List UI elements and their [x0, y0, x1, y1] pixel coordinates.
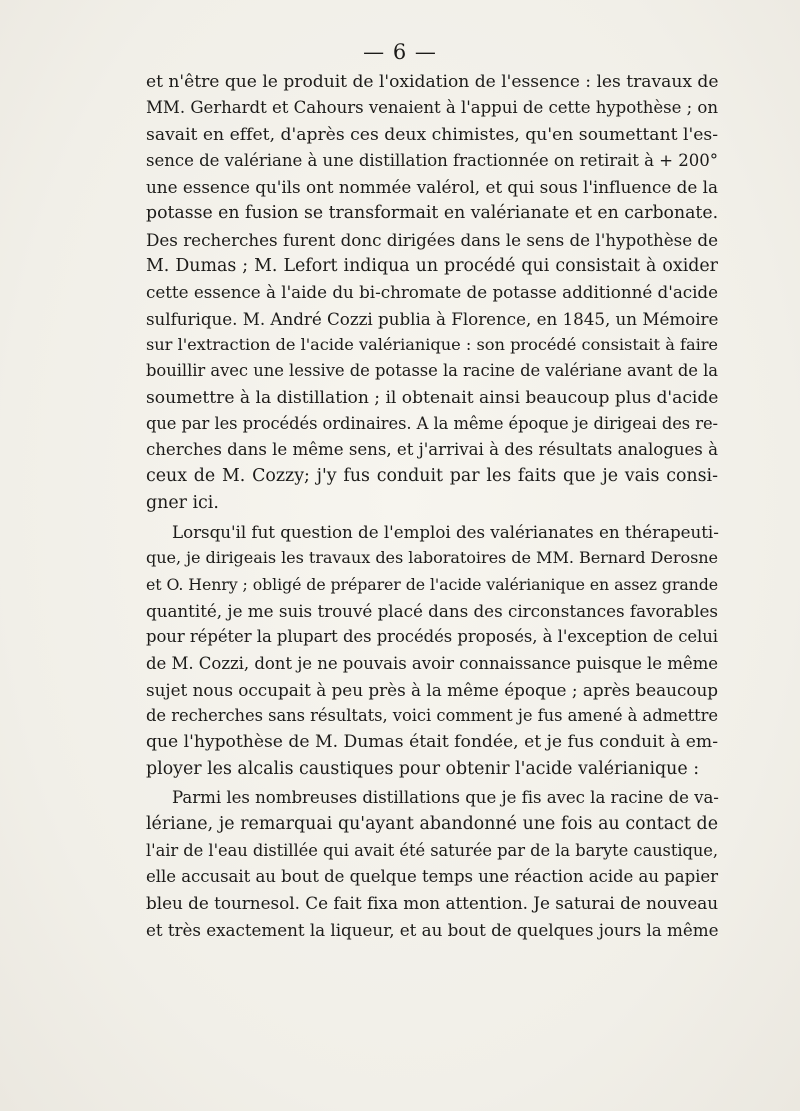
text-line: gner ici.	[146, 492, 219, 513]
paragraph-2	[146, 519, 718, 782]
text-line: bleu de tournesol. Ce fait fixa mon attention. Je saturai de nouveau	[146, 893, 718, 914]
text-line: potasse en fusion se transformait en valérianate et en carbonate.	[146, 203, 719, 224]
text-line: pour répéter la plupart des procédés proposés, à l'exception de celui	[146, 627, 718, 647]
text-line: que, je dirigeais les travaux des laboratoires de MM. Bernard Derosne	[146, 548, 718, 568]
body-text	[146, 69, 718, 943]
text-line: savait en effet, d'après ces deux chimistes, qu'en soumettant l'es-	[146, 124, 718, 145]
text-line: sujet nous occupait à peu près à la même époque ; après beaucoup	[146, 679, 718, 700]
text-line: ceux de M. Cozzy; j'y fus conduit par les faits que je vais consi-	[146, 466, 718, 487]
page-number: — 6 —	[363, 40, 437, 64]
text-line: et très exactement la liqueur, et au bout de quelques jours la même	[146, 919, 719, 940]
text-line: Parmi les nombreuses distillations que je fis avec la racine de va-	[172, 788, 719, 808]
text-line: Lorsqu'il fut question de l'emploi des valérianates en thérapeuti-	[172, 522, 719, 543]
text-line: une essence qu'ils ont nommée valérol, et qui sous l'influence de la	[146, 177, 718, 198]
text-line: sur l'extraction de l'acide valérianique : son procédé consistait à faire	[146, 334, 718, 354]
text-line: MM. Gerhardt et Cahours venaient à l'appui de cette hypothèse ; on	[146, 98, 718, 118]
text-line: et O. Henry ; obligé de préparer de l'acide valérianique en assez grande	[146, 574, 718, 594]
text-line: Des recherches furent donc dirigées dans le sens de l'hypothèse de	[146, 229, 718, 250]
text-line: elle accusait au bout de quelque temps une réaction acide au papier	[146, 866, 718, 886]
text-line: cette essence à l'aide du bi-chromate de potasse additionné d'acide	[146, 282, 718, 303]
text-line: sulfurique. M. André Cozzi publia à Florence, en 1845, un Mémoire	[146, 308, 719, 329]
text-line: de M. Cozzi, dont je ne pouvais avoir connaissance puisque le même	[146, 653, 719, 673]
text-line: cherches dans le même sens, et j'arrivai à des résultats analogues à	[146, 440, 718, 460]
text-line: de recherches sans résultats, voici comment je fus amené à admettre	[146, 706, 718, 726]
text-line: lériane, je remarquai qu'ayant abandonné une fois au contact de	[146, 814, 718, 835]
paragraph-1	[146, 69, 718, 516]
paragraph-3	[146, 785, 718, 943]
text-line: que l'hypothèse de M. Dumas était fondée, et je fus conduit à em-	[146, 732, 718, 753]
text-line: ployer les alcalis caustiques pour obtenir l'acide valérianique :	[146, 758, 700, 779]
text-line: que par les procédés ordinaires. A la même époque je dirigeai des re-	[146, 413, 718, 433]
text-line: M. Dumas ; M. Lefort indiqua un procédé qui consistait à oxider	[146, 256, 718, 277]
text-line: l'air de l'eau distillée qui avait été saturée par de la baryte caustique,	[146, 840, 718, 860]
text-line: et n'être que le produit de l'oxidation de l'essence : les travaux de	[146, 72, 719, 92]
text-line: quantité, je me suis trouvé placé dans des circonstances favorables	[146, 600, 718, 621]
text-line: sence de valériane à une distillation fractionnée on retirait à + 200°	[146, 150, 718, 170]
text-line: bouillir avec une lessive de potasse la racine de valériane avant de la	[146, 361, 718, 381]
text-line: soumettre à la distillation ; il obtenait ainsi beaucoup plus d'acide	[146, 387, 719, 408]
